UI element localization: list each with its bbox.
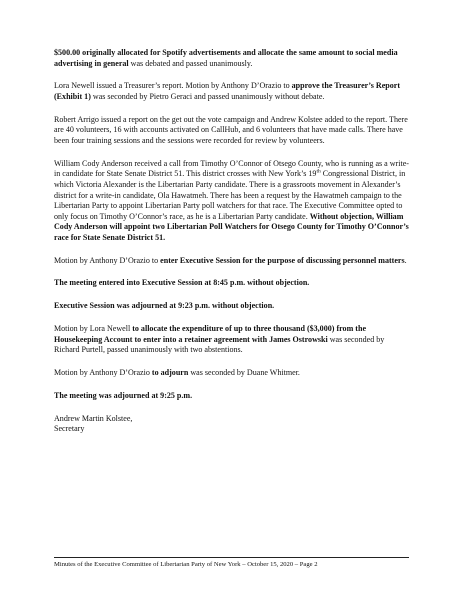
signer-title: Secretary <box>54 424 85 434</box>
paragraph-retainer-motion <box>54 324 409 356</box>
bold-text: The meeting was adjourned at 9:25 p.m. <box>54 390 193 400</box>
paragraph-spotify-motion <box>54 48 409 69</box>
paragraph-executive-session-adjourned <box>54 301 409 312</box>
paragraph-treasurer-report <box>54 81 409 102</box>
text: . <box>404 255 407 265</box>
text: Lora Newell issued a Treasurer’s report. Motion by Anthony D’Orazio to <box>54 81 292 91</box>
bold-text: to adjourn <box>151 367 189 377</box>
text: Motion by Lora Newell <box>54 324 133 333</box>
text: Robert Arrigo issued a report on the get out the vote campaign and Andrew Kolstee added to the report. There are 40 volunteers, 16 with accounts activated on CallHub, and 6 volunteers that have made calls. There have been four training sessions and the sessions were recorded for review by volunteers. <box>54 114 408 145</box>
signature-block <box>54 414 409 435</box>
bold-text: approve the Treasurer’s Report (Exhibit 1) <box>54 81 401 101</box>
bold-text: $500.00 originally allocated for Spotify advertisements and allocate the same amount to social media advertising in general <box>54 48 398 68</box>
paragraph-gotv-report <box>54 115 409 147</box>
bold-text: Executive Session was adjourned at 9:23 p.m. without objection. <box>54 301 275 311</box>
minutes-body <box>54 48 409 435</box>
text: Motion by Anthony D’Orazio to <box>54 255 161 265</box>
text: was seconded by Pietro Geraci and passed unanimously without debate. <box>90 91 325 101</box>
text: was debated and passed unanimously. <box>128 58 253 68</box>
paragraph-executive-session-entered <box>54 278 409 289</box>
superscript: th <box>316 168 321 175</box>
bold-text: to allocate the expenditure of up to three thousand ($3,000) from the Housekeeping Account to enter into a retainer agreement with James Ostrowski <box>54 324 367 344</box>
page-footer: Minutes of the Executive Committee of Libertarian Party of New York – October 15, 2020 – Page 2 <box>54 561 318 568</box>
bold-text: The meeting entered into Executive Session at 8:45 p.m. without objection. <box>54 278 310 288</box>
bold-text: Without objection, William Cody Anderson will appoint two Libertarian Poll Watchers for Otsego County for Timothy O’Connor’s race for State Senate District 51. <box>54 211 409 242</box>
paragraph-poll-watchers <box>54 159 409 244</box>
text: William Cody Anderson received a call from Timothy O’Connor of Otsego County, who is running as a write-in candidate for State Senate District 51. This district crosses with New York’s 19 <box>54 158 409 179</box>
bold-text: enter Executive Session for the purpose of discussing personnel matters <box>160 255 405 265</box>
footer-divider <box>54 557 409 558</box>
paragraph-executive-session-motion <box>54 256 409 267</box>
paragraph-meeting-adjourned <box>54 391 409 402</box>
text: Congressional District, in which Victoria Alexander is the Libertarian Party candidate. There is a grassroots movement in Alexander’s district for a write-in candidate, Ola Hawatmeh. There has been a request by the Hawatmeh campaign to the Libertarian Party to appoint Libertarian Party poll watchers for that race. The Executive Committee opted to only focus on Timothy O’Connor’s race, as he is a Libertarian Party candidate. <box>54 169 406 221</box>
signer-name: Andrew Martin Kolstee, <box>54 413 133 423</box>
text: was seconded by Richard Purtell, passed unanimously with two abstentions. <box>54 334 385 355</box>
paragraph-adjourn-motion <box>54 368 409 379</box>
text: was seconded by Duane Whitmer. <box>188 367 300 377</box>
text: Motion by Anthony D’Orazio <box>54 367 152 377</box>
